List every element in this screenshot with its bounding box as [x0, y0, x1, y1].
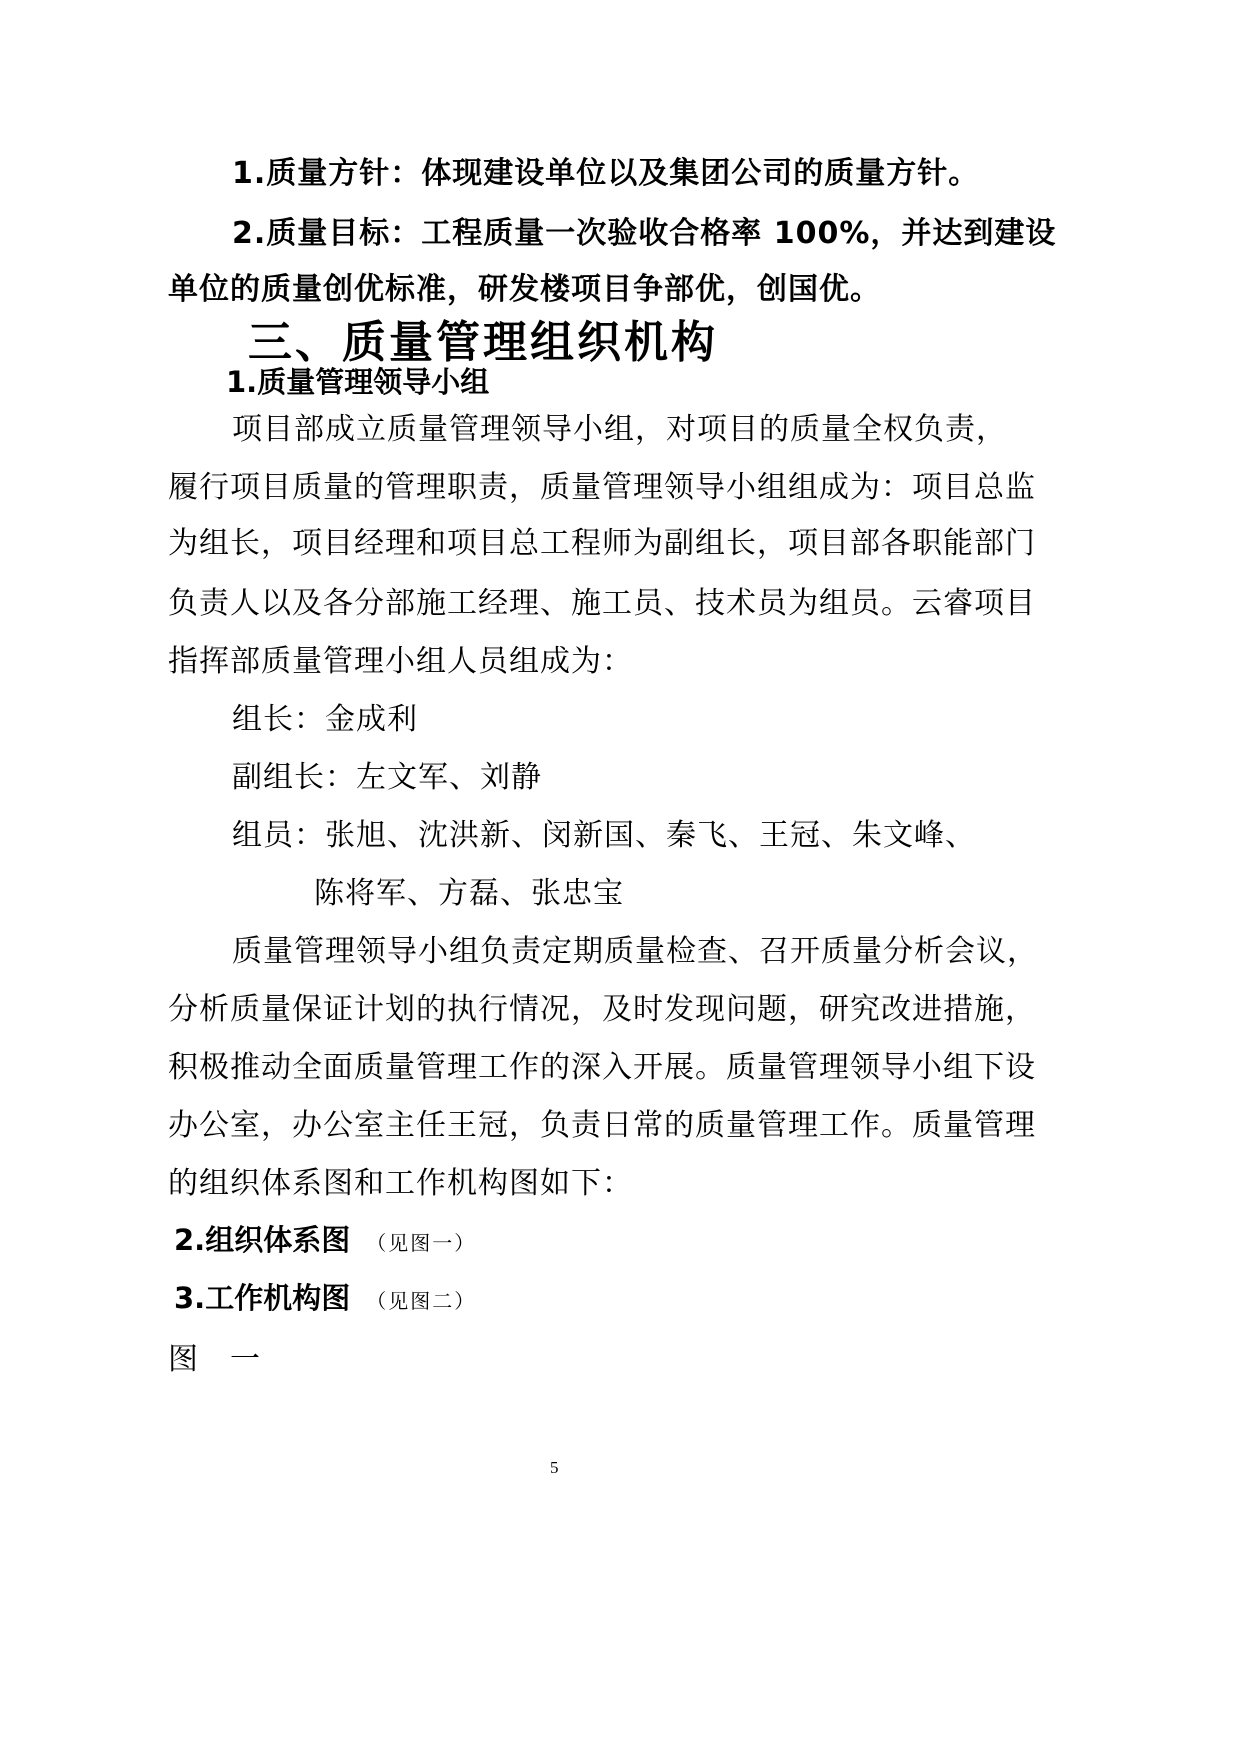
intro-line: 履行项目质量的管理职责，质量管理领导小组组成为：项目总监: [168, 470, 1036, 505]
deputy-leaders: 副组长：左文军、刘静: [232, 760, 542, 795]
section-title: 三、质量管理组织机构: [248, 317, 718, 368]
duties-line: 分析质量保证计划的执行情况，及时发现问题，研究改进措施，: [168, 992, 1036, 1027]
quality-policy-paragraph: 1.质量方针：体现建设单位以及集团公司的质量方针。: [232, 156, 980, 191]
duties-line: 的组织体系图和工作机构图如下：: [168, 1166, 633, 1201]
quality-goal-line-1: 2.质量目标：工程质量一次验收合格率 100%，并达到建设: [232, 216, 1057, 251]
group-members-line-1: 组员：张旭、沈洪新、闵新国、秦飞、王冠、朱文峰、: [232, 818, 976, 853]
intro-line: 项目部成立质量管理领导小组，对项目的质量全权负责，: [232, 412, 1007, 447]
duties-line: 质量管理领导小组负责定期质量检查、召开质量分析会议，: [232, 934, 1038, 969]
item-work-structure-chart-label: 3.工作机构图: [174, 1281, 351, 1315]
figure-one-label: 图 一: [168, 1342, 261, 1377]
group-members-line-2: 陈将军、方磊、张忠宝: [314, 876, 624, 911]
page-number: 5: [550, 1458, 559, 1477]
intro-line: 指挥部质量管理小组人员组成为：: [168, 644, 633, 679]
subheading-leadership-group: 1.质量管理领导小组: [226, 365, 490, 399]
group-leader: 组长：金成利: [232, 702, 418, 737]
duties-line: 办公室，办公室主任王冠，负责日常的质量管理工作。质量管理: [168, 1108, 1036, 1143]
item-organization-chart: [174, 1218, 476, 1259]
see-figure-two-note: （见图二）: [366, 1289, 477, 1313]
item-work-structure-chart: [174, 1276, 476, 1317]
duties-line: 积极推动全面质量管理工作的深入开展。质量管理领导小组下设: [168, 1050, 1036, 1085]
item-organization-chart-label: 2.组织体系图: [174, 1223, 351, 1257]
quality-goal-line-2: 单位的质量创优标准，研发楼项目争部优，创国优。: [168, 272, 881, 307]
intro-line: 为组长，项目经理和项目总工程师为副组长，项目部各职能部门: [168, 526, 1036, 561]
intro-line: 负责人以及各分部施工经理、施工员、技术员为组员。云睿项目: [168, 586, 1036, 621]
see-figure-one-note: （见图一）: [366, 1231, 477, 1255]
